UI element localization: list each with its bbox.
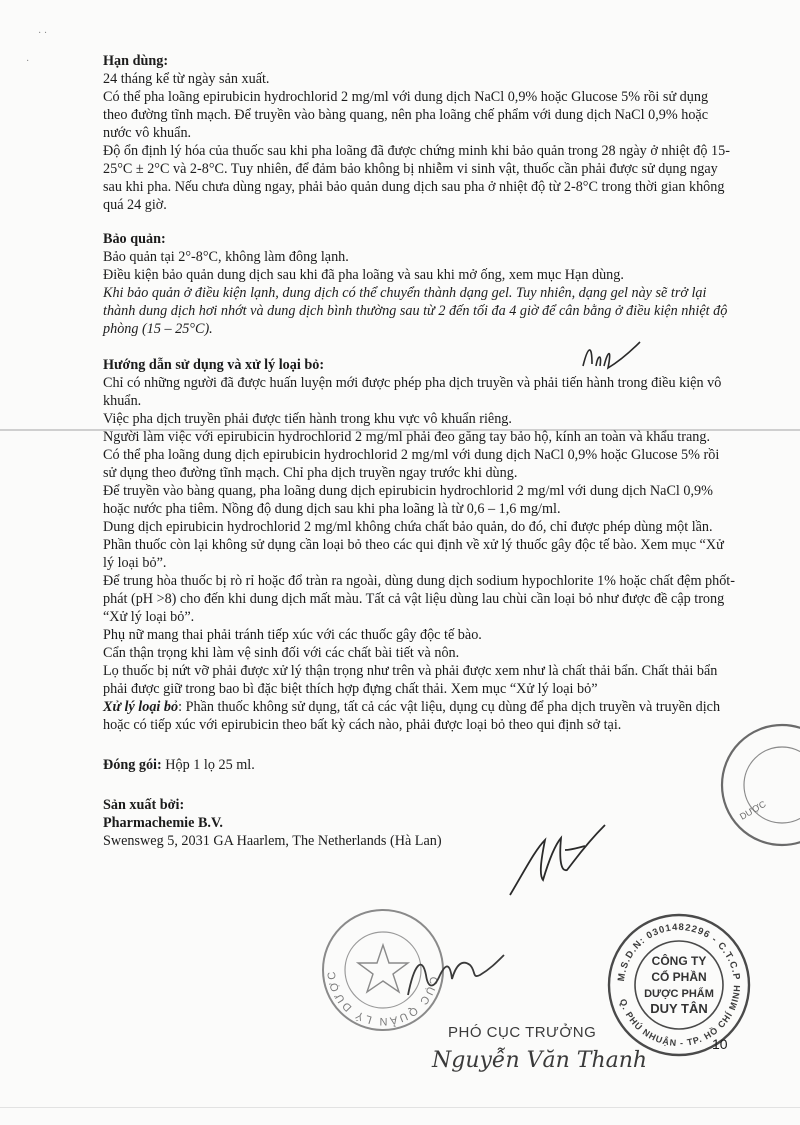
bao-quan-line: Bảo quản tại 2°-8°C, không làm đông lạnh. (103, 249, 349, 265)
edge-seal-text: DƯỢC (738, 798, 768, 822)
section-title-han-dung: Hạn dùng: (103, 53, 169, 69)
han-dung-line: 24 tháng kể từ ngày sản xuất. (103, 71, 270, 87)
company-seal-line: CÔNG TY (651, 954, 707, 968)
company-seal-line: DƯỢC PHẨM (644, 988, 714, 1000)
manufacturer-company: Pharmachemie B.V. (103, 815, 223, 831)
company-seal-line: CỔ PHẦN (651, 970, 707, 984)
company-seal-ring-top: M.S.D.N: 0301482296 - C.T.C.P (616, 921, 742, 983)
officer-title: PHÓ CỤC TRƯỞNG (448, 1024, 597, 1041)
scan-speck: · (26, 56, 30, 67)
packaging-text: Hộp 1 lọ 25 ml. (161, 757, 255, 773)
manufacturer-address: Swensweg 5, 2031 GA Haarlem, The Netherlands (Hà Lan) (103, 833, 442, 849)
han-dung-line: Có thể pha loãng epirubicin hydrochlorid 2 mg/ml với dung dịch NaCl 0,9% hoặc Glucose 5% rồi sử dụng theo đường tĩnh mạch. Để truyền vào bàng quang, nên pha loãng chế phẩm với dung dịch NaCl 0,9% hoặc nước vô khuẩn. (103, 89, 709, 141)
huong-dan-line: Chỉ có những người đã được huấn luyện mới được phép pha dịch truyền và phải tiến hành trong điều kiện vô khuẩn. (103, 375, 722, 409)
document-body (103, 52, 735, 850)
company-seal-ring-bottom: Q. PHÚ NHUẬN - TP. HỒ CHÍ MINH (617, 983, 743, 1049)
huong-dan-line: Dung dịch epirubicin hydrochlorid 2 mg/ml không chứa chất bảo quản, do đó, chỉ được phép dùng một lần. Phần thuốc còn lại không sử dụng cần loại bỏ theo các qui định về xử lý thuốc gây độc tế bào. Xem mục “Xử lý loại bỏ”. (103, 519, 724, 571)
scan-speck: · · (38, 28, 48, 39)
company-seal (604, 910, 754, 1060)
huong-dan-line: Cẩn thận trọng khi làm vệ sinh đối với các chất bài tiết và nôn. (103, 645, 460, 661)
xu-ly-text: : Phần thuốc không sử dụng, tất cả các vật liệu, dụng cụ dùng để pha dịch truyền và truyền dịch hoặc có tiếp xúc với epirubicin theo bất kỳ cách nào, phải được loại bỏ theo qui định sở tại. (103, 699, 721, 733)
section-title-huong-dan: Hướng dẫn sử dụng và xử lý loại bỏ: (103, 357, 325, 373)
huong-dan-line: Việc pha dịch truyền phải được tiến hành trong khu vực vô khuẩn riêng. (103, 411, 512, 427)
bao-quan-line: Điều kiện bảo quản dung dịch sau khi đã pha loãng và sau khi mở ống, xem mục Hạn dùng. (103, 267, 624, 283)
bao-quan-note: Khi bảo quản ở điều kiện lạnh, dung dịch có thể chuyển thành dạng gel. Tuy nhiên, dạng gel này sẽ trở lại thành dung dịch hơi nhớt và dung dịch bình thường sau từ 2 đến tối đa 4 giờ để cân bằng ở điều kiện nhiệt độ phòng (15 – 25°C). (103, 285, 728, 337)
huong-dan-line: Có thể pha loãng dung dịch epirubicin hydrochlorid 2 mg/ml với dung dịch NaCl 0,9% hoặc Glucose 5% rồi sử dụng theo đường tĩnh mạch. Chỉ pha dịch truyền ngay trước khi dùng. (103, 447, 720, 481)
ministry-seal-text: CỤC QUẢN LÝ DƯỢC (325, 969, 440, 1028)
packaging-label: Đóng gói: (103, 757, 162, 773)
huong-dan-line: Để trung hòa thuốc bị rò rỉ hoặc đổ tràn ra ngoài, dùng dung dịch sodium hypochlorite 1% hoặc chất đệm phốt-phát (pH >8) cho đến khi dung dịch mất màu. Tất cả vật liệu dùng lau chùi cần loại bỏ như được đề cập trong “Xử lý loại bỏ”. (103, 573, 735, 625)
edge-seal (712, 720, 800, 850)
fold-line (0, 1107, 800, 1108)
company-seal-line: DUY TÂN (650, 1001, 708, 1016)
manufacturer-title: Sản xuất bởi: (103, 797, 185, 813)
officer-name: Nguyễn Văn Thanh (432, 1048, 648, 1073)
han-dung-line: Độ ổn định lý hóa của thuốc sau khi pha loãng đã được chứng minh khi bảo quản trong 28 ngày ở nhiệt độ 15-25°C ± 2°C và 2-8°C. Tuy nhiên, để đảm bảo không bị nhiễm vi sinh vật, thuốc cần phải được sử dụng ngay sau khi pha. Nếu chưa dùng ngay, phải bảo quản dung dịch sau pha ở nhiệt độ từ 2-8°C trong thời gian không quá 24 giờ. (103, 143, 730, 213)
ministry-signature (400, 945, 510, 1005)
huong-dan-line: Để truyền vào bàng quang, pha loãng dung dịch epirubicin hydrochlorid 2 mg/ml với dung dịch NaCl 0,9% hoặc nước pha tiêm. Nồng độ dung dịch sau khi pha loãng là từ 0,6 – 1,6 mg/ml. (103, 483, 713, 517)
xu-ly-paragraph (103, 698, 735, 734)
page-number: 10 (712, 1036, 728, 1052)
huong-dan-line: Phụ nữ mang thai phải tránh tiếp xúc với các thuốc gây độc tế bào. (103, 627, 482, 643)
initials-signature (578, 336, 648, 376)
section-title-bao-quan: Bảo quản: (103, 231, 166, 247)
director-signature (505, 820, 615, 900)
huong-dan-line: Người làm việc với epirubicin hydrochlorid 2 mg/ml phải đeo găng tay bảo hộ, kính an toàn và khẩu trang. (103, 429, 711, 445)
huong-dan-line: Lọ thuốc bị nứt vỡ phải được xử lý thận trọng như trên và phải được xem như là chất thải bẩn. Chất thải bẩn phải được giữ trong bao bì đặc biệt thích hợp đựng chất thải. Xem mục “Xử lý loại bỏ” (103, 663, 718, 697)
packaging-paragraph (103, 756, 735, 774)
xu-ly-label: Xử lý loại bỏ (103, 699, 179, 715)
